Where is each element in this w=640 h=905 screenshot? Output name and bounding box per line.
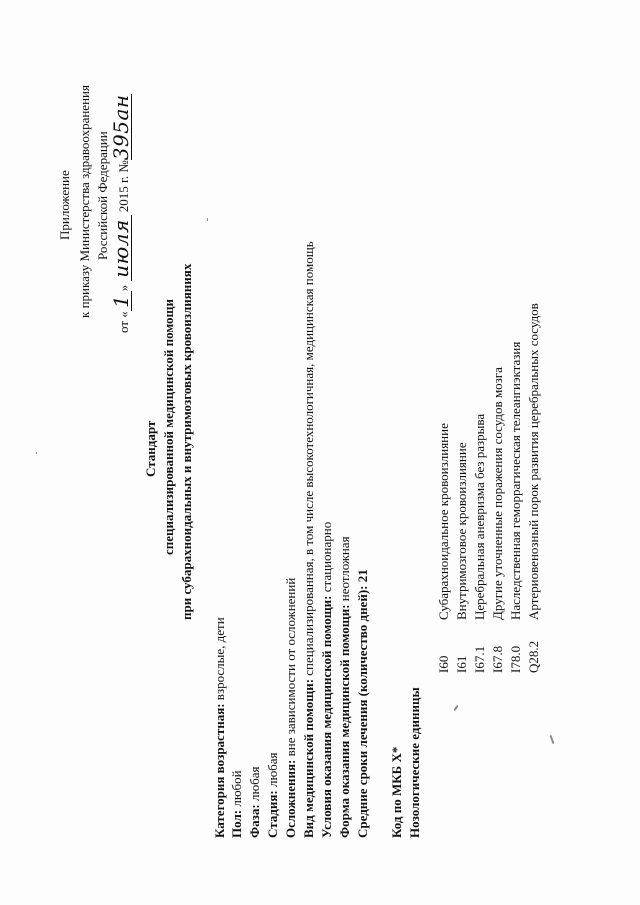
param-stage-value: любая: [265, 752, 280, 791]
date-mid: »: [116, 284, 131, 292]
icd-name-i78-0: [509, 342, 522, 620]
param-care-type: [302, 241, 315, 838]
param-complications: [284, 578, 297, 838]
nosological-units-heading: [408, 687, 421, 838]
scan-speck: [36, 452, 37, 454]
param-sex-value: любой: [229, 770, 244, 810]
icd-name-i61: [455, 442, 468, 620]
header-appendix: [58, 170, 71, 240]
param-age: [213, 617, 226, 838]
param-stage-label: Стадия:: [265, 790, 280, 838]
icd-name: Артериовенозный порок развития церебральных сосудов: [526, 303, 541, 620]
param-conditions-value: стационарно: [319, 521, 334, 596]
icd-code-i61: [455, 656, 468, 673]
header-appendix-text: Приложение: [57, 170, 72, 240]
header-order-text: к приказу Министерства здравоохранения: [77, 85, 92, 318]
icd-code: I60: [436, 655, 451, 673]
nosological-units-heading-text: Нозологические единицы: [407, 687, 422, 838]
icd-name: Субарахноидальное кровоизлияние: [436, 423, 451, 620]
date-prefix: от «: [116, 311, 131, 333]
icd-code: I61: [454, 655, 469, 673]
header-federation-text: Российской Федерации: [95, 131, 110, 260]
param-duration: [356, 569, 369, 838]
param-conditions: [320, 522, 333, 838]
scan-speck: [453, 705, 458, 711]
param-care-type-label: Вид медицинской помощи:: [301, 678, 316, 838]
icd-name: Церебральная аневризма без разрыва: [472, 413, 487, 620]
scan-speck: [550, 735, 555, 744]
param-conditions-label: Условия оказания медицинской помощи:: [319, 595, 334, 838]
icd-name: Внутримозговое кровоизлияние: [454, 442, 469, 620]
icd-code: I67.1: [472, 645, 487, 673]
date-year: 2015 г. №: [116, 160, 131, 213]
order-number-handwritten: 395ан: [109, 94, 133, 161]
param-sex-label: Пол:: [229, 809, 244, 838]
param-sex: [230, 770, 243, 838]
header-date-line: [111, 94, 132, 333]
title-line1: Стандарт: [143, 420, 158, 477]
icd-name-i60: [437, 423, 450, 620]
param-complications-value: вне зависимости от осложнений: [283, 577, 298, 760]
icd-code-i78-0: [509, 646, 522, 673]
param-phase-value: любая: [247, 766, 262, 805]
param-form-value: неотложная: [337, 536, 352, 605]
title-line3: при субарахноидальных и внутримозговых кровоизлияниях: [179, 263, 194, 620]
param-age-value: взрослые, дети: [212, 617, 227, 704]
param-age-label: Категория возрастная:: [212, 703, 227, 838]
icd-name: Наследственная геморрагическая телеангиэктазия: [508, 341, 523, 620]
icd-code-heading: [390, 747, 403, 838]
icd-code-i60: [437, 656, 450, 673]
param-stage: [266, 752, 279, 838]
title-standard: [144, 421, 157, 477]
icd-code-i67-8: [491, 646, 504, 673]
icd-name: Другие уточненные поражения сосудов мозга: [490, 367, 505, 620]
date-day-handwritten: 1: [111, 291, 132, 311]
icd-code-heading-text: Код по МКБ X*: [389, 746, 404, 838]
title-specialized: [162, 299, 175, 555]
param-phase-label: Фаза:: [247, 804, 262, 838]
param-duration-label: Средние сроки лечения (количество дней): 21: [355, 569, 370, 838]
title-line2: специализированной медицинской помощи: [161, 299, 176, 555]
icd-name-i67-1: [473, 414, 486, 620]
header-federation: [96, 131, 109, 260]
icd-code-i67-1: [473, 646, 486, 673]
param-care-type-value: специализированная, в том числе высокотехнологичная, медицинская помощь: [301, 241, 316, 679]
param-form-label: Форма оказания медицинской помощи:: [337, 604, 352, 838]
param-form: [338, 536, 351, 838]
icd-code: I78.0: [508, 645, 523, 673]
icd-code-q28-2: [527, 641, 540, 673]
date-month-handwritten: июля: [111, 215, 132, 281]
icd-code: I67.8: [490, 645, 505, 673]
param-complications-label: Осложнения:: [283, 759, 298, 838]
icd-name-i67-8: [491, 367, 504, 620]
title-hemorrhage: [180, 264, 193, 620]
icd-name-q28-2: [527, 303, 540, 620]
param-phase: [248, 766, 261, 838]
scan-speck: [207, 218, 208, 221]
icd-code: Q28.2: [526, 640, 541, 673]
header-order: [78, 85, 91, 318]
